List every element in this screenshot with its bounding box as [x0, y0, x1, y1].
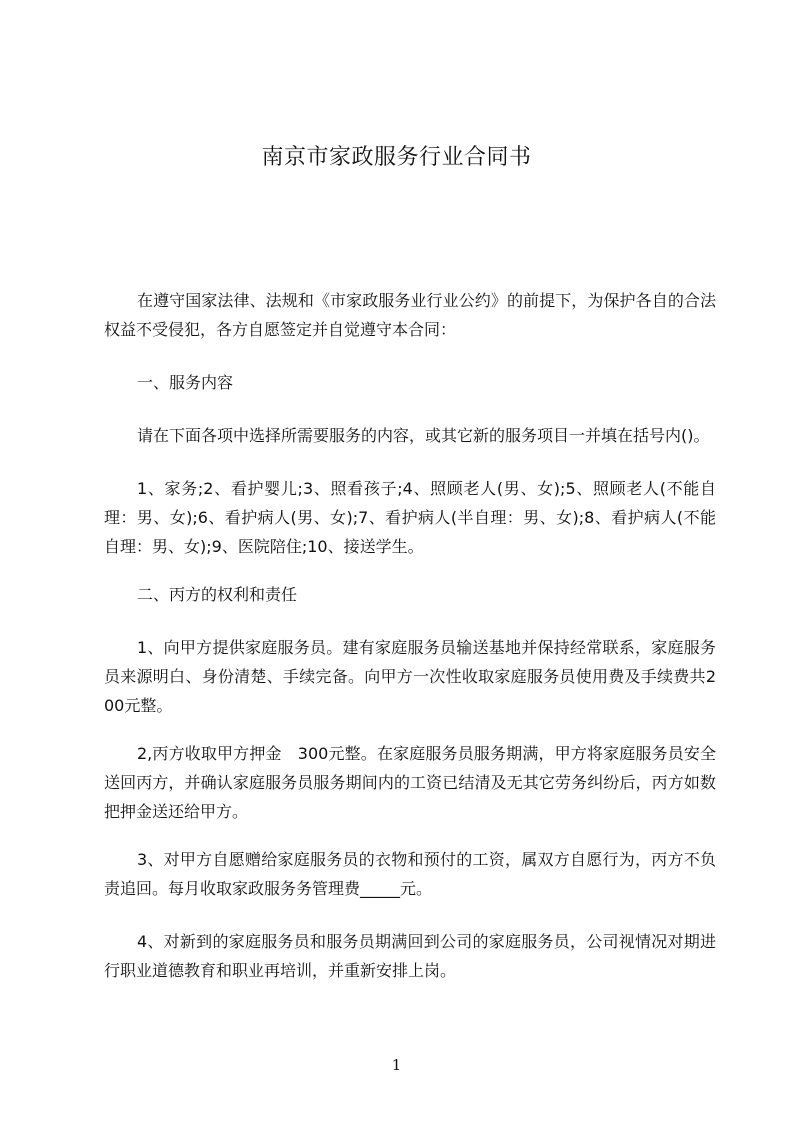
section-heading-party-c-rights: 二、丙方的权利和责任	[137, 585, 298, 604]
clause-1-paragraph: 1、向甲方提供家庭服务员。建有家庭服务员输送基地并保持经常联系，家庭服务员来源明白、身份清楚、手续完备。向甲方一次性收取家庭服务员使用费及手续费共200元整。	[104, 638, 716, 715]
clause-2-paragraph: 2,丙方收取甲方押金 300元整。在家庭服务员服务期满，甲方将家庭服务员安全送回丙方，并确认家庭服务员服务期间内的工资已结清及无其它劳务纠纷后，丙方如数把押金送还给甲方。	[104, 744, 716, 821]
clause-4-paragraph: 4、对新到的家庭服务员和服务员期满回到公司的家庭服务员，公司视情况对期进行职业道德教育和职业再培训，并重新安排上岗。	[104, 932, 716, 980]
clause-3-paragraph: 3、对甲方自愿赠给家庭服务员的衣物和预付的工资，属双方自愿行为，丙方不负责追回。每月收取家政服务务管理费_____元。	[104, 850, 716, 898]
page-number: 1	[391, 1056, 402, 1074]
section-heading-service-content: 一、服务内容	[137, 373, 234, 392]
service-instruction-paragraph: 请在下面各项中选择所需要服务的内容，或其它新的服务项目一并填在括号内()。	[137, 426, 710, 445]
document-title: 南京市家政服务行业合同书	[261, 145, 532, 170]
service-items-paragraph: 1、家务;2、看护婴儿;3、照看孩子;4、照顾老人(男、女);5、照顾老人(不能自理：男、女);6、看护病人(男、女);7、看护病人(半自理：男、女);8、看护病人(不能自理：男、女);9、医院陪住;10、接送学生。	[104, 479, 716, 556]
intro-paragraph: 在遵守国家法律、法规和《市家政服务业行业公约》的前提下，为保护各自的合法权益不受侵犯，各方自愿签定并自觉遵守本合同：	[104, 291, 716, 339]
